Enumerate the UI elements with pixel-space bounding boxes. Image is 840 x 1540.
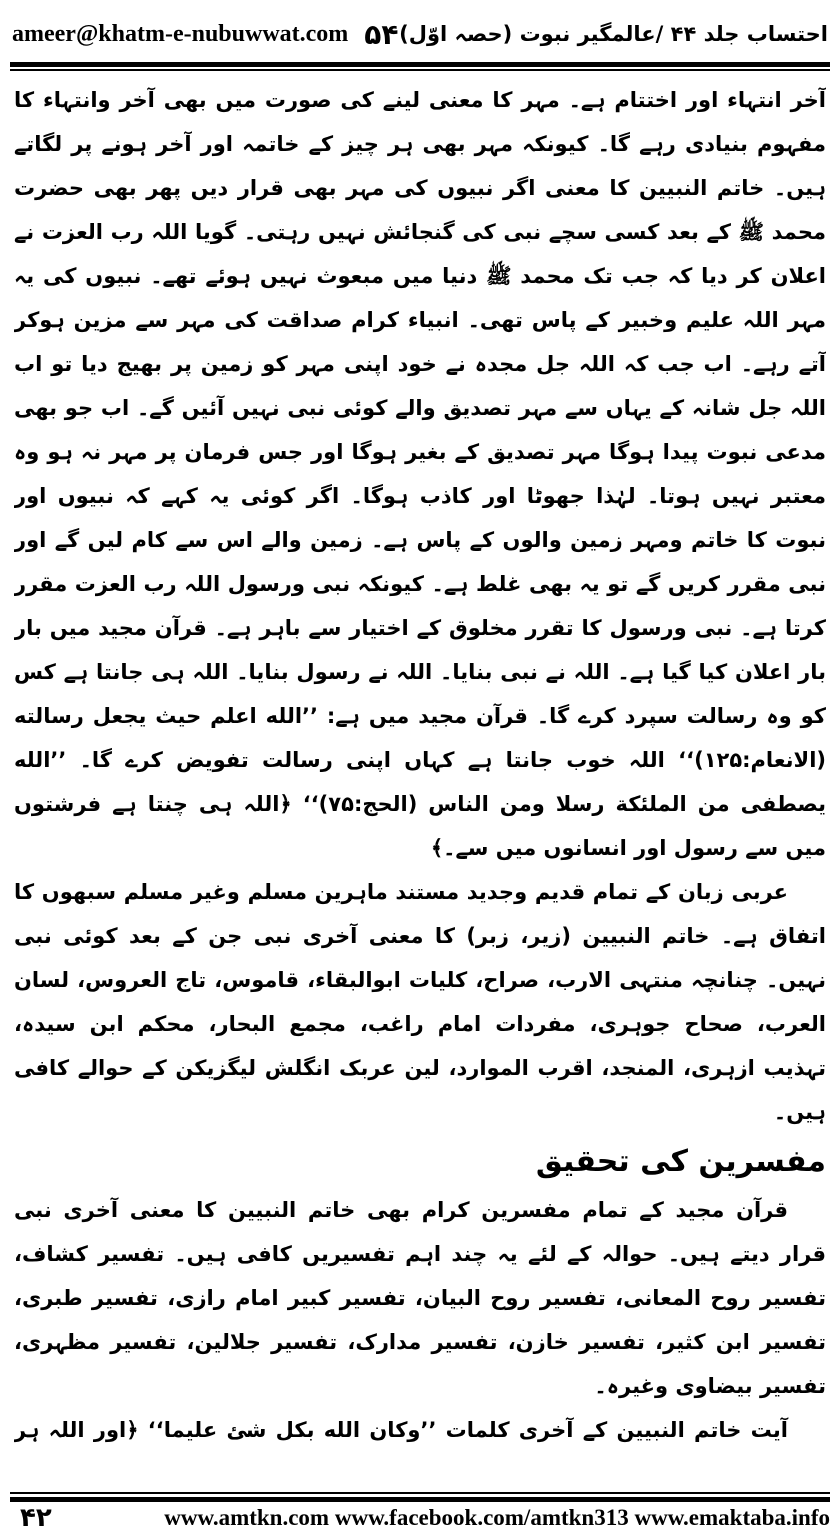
header-left-group [12,18,398,51]
page-header [12,14,828,54]
body-paragraph-2: عربی زبان کے تمام قدیم وجدید مستند ماہرین مسلم وغیر مسلم سبھوں کا اتفاق ہے۔ خاتم النبیین (زیر، زبر) کا معنی آخری نبی جن کے بعد کوئی نبی نہیں۔ چنانچہ منتہی الارب، صراح، کلیات ابوالبقاء، قاموس، تاج العروس، لسان العرب، صحاح جوہری، مفردات امام راغب، مجمع البحار، محکم ابن سیدہ، تہذیب ازہری، المنجد، اقرب الموارد، لین عربک انگلش لیگزیکن کے حوالے کافی ہیں۔ [14,880,826,1124]
page-body [14,78,826,1458]
body-paragraph-3: قرآن مجید کے تمام مفسرین کرام بھی خاتم النبیین کا معنی آخری نبی قرار دیتے ہیں۔ حوالہ کے لئے یہ چند اہم تفسیریں کافی ہیں۔ تفسیر کشاف، تفسیر روح المعانی، تفسیر روح البیان، تفسیر کبیر امام رازی، تفسیر طبری، تفسیر ابن کثیر، تفسیر خازن، تفسیر مدارک، تفسیر جلالین، تفسیر مظہری، تفسیر بیضاوی وغیرہ۔ [14,1198,826,1398]
body-paragraph-4: آیت خاتم النبیین کے آخری کلمات ’’وکان الله بكل شئ عليما‘‘ ﴿اور اللہ ہر [14,1418,788,1442]
section-heading: مفسرین کی تحقیق [535,1144,826,1179]
footer-rule-thin [10,1492,830,1494]
header-book-title: احتساب جلد ۴۴ /عالمگیر نبوت (حصہ اوّل) [399,22,828,46]
body-paragraph-1: آخر انتہاء اور اختتام ہے۔ مہر کا معنی لینے کی صورت میں بھی آخر وانتہاء کا مفہوم بنیادی رہے گا۔ کیونکہ مہر بھی ہر چیز کے خاتمہ اور آخر ہونے پر لگاتے ہیں۔ خاتم النبیین کا معنی اگر نبیوں کی مہر بھی قرار دیں پھر بھی حضرت محمد ﷺ کے بعد کسی سچے نبی کی گنجائش نہیں رہتی۔ گویا اللہ رب العزت نے اعلان کر دیا کہ جب تک محمد ﷺ دنیا میں مبعوث نہیں ہوئے تھے۔ نبیوں کی یہ مہر اللہ علیم وخبیر کے پاس تھی۔ انبیاء کرام صداقت کی مہر سے مزین ہوکر آتے رہے۔ اب جب کہ اللہ جل مجدہ نے خود اپنی مہر کو زمین پر بھیج دیا تو اب اللہ جل شانہ کے یہاں سے مہر تصدیق والے کوئی نبی نہیں آئیں گے۔ اب جو بھی مدعی نبوت پیدا ہوگا مہر تصدیق کے بغیر ہوگا اور جس فرمان پر مہر نہ ہو وہ معتبر نہیں ہوتا۔ لہٰذا جھوٹا اور کاذب ہوگا۔ اگر کوئی یہ کہے کہ نبیوں اور نبوت کا خاتم ومہر زمین والوں کے پاس ہے۔ زمین والے اس سے کام لیں گے اور نبی مقرر کریں گے تو یہ بھی غلط ہے۔ کیونکہ نبی ورسول اللہ رب العزت مقرر کرتا ہے۔ نبی ورسول کا تقرر مخلوق کے اختیار سے باہر ہے۔ قرآن مجید میں بار بار اعلان کیا گیا ہے۔ اللہ نے نبی بنایا۔ اللہ نے رسول بنایا۔ اللہ ہی جانتا ہے کس کو وہ رسالت سپرد کرے گا۔ قرآن مجید میں ہے: ’’الله اعلم حيث يجعل رسالته (الانعام:۱۲۵)‘‘ اللہ خوب جانتا ہے کہاں اپنی رسالت تفویض کرے گا۔ ’’الله يصطفى من الملئكة رسلا ومن الناس (الحج:۷۵)‘‘ ﴿اللہ ہی چنتا ہے فرشتوں میں سے رسول اور انسانوں میں سے۔﴾ [14,88,826,860]
header-email: ameer@khatm-e-nubuwwat.com [12,20,349,47]
header-page-number: ۵۴ [364,17,399,51]
header-rule-thick [10,62,830,67]
header-rule-thin [10,69,830,71]
page-footer [10,1500,830,1536]
footer-urls: www.amtkn.com www.facebook.com/amtkn313 www.emaktaba.info [164,1505,830,1530]
footer-page-number: ۴۲ [20,1503,52,1533]
